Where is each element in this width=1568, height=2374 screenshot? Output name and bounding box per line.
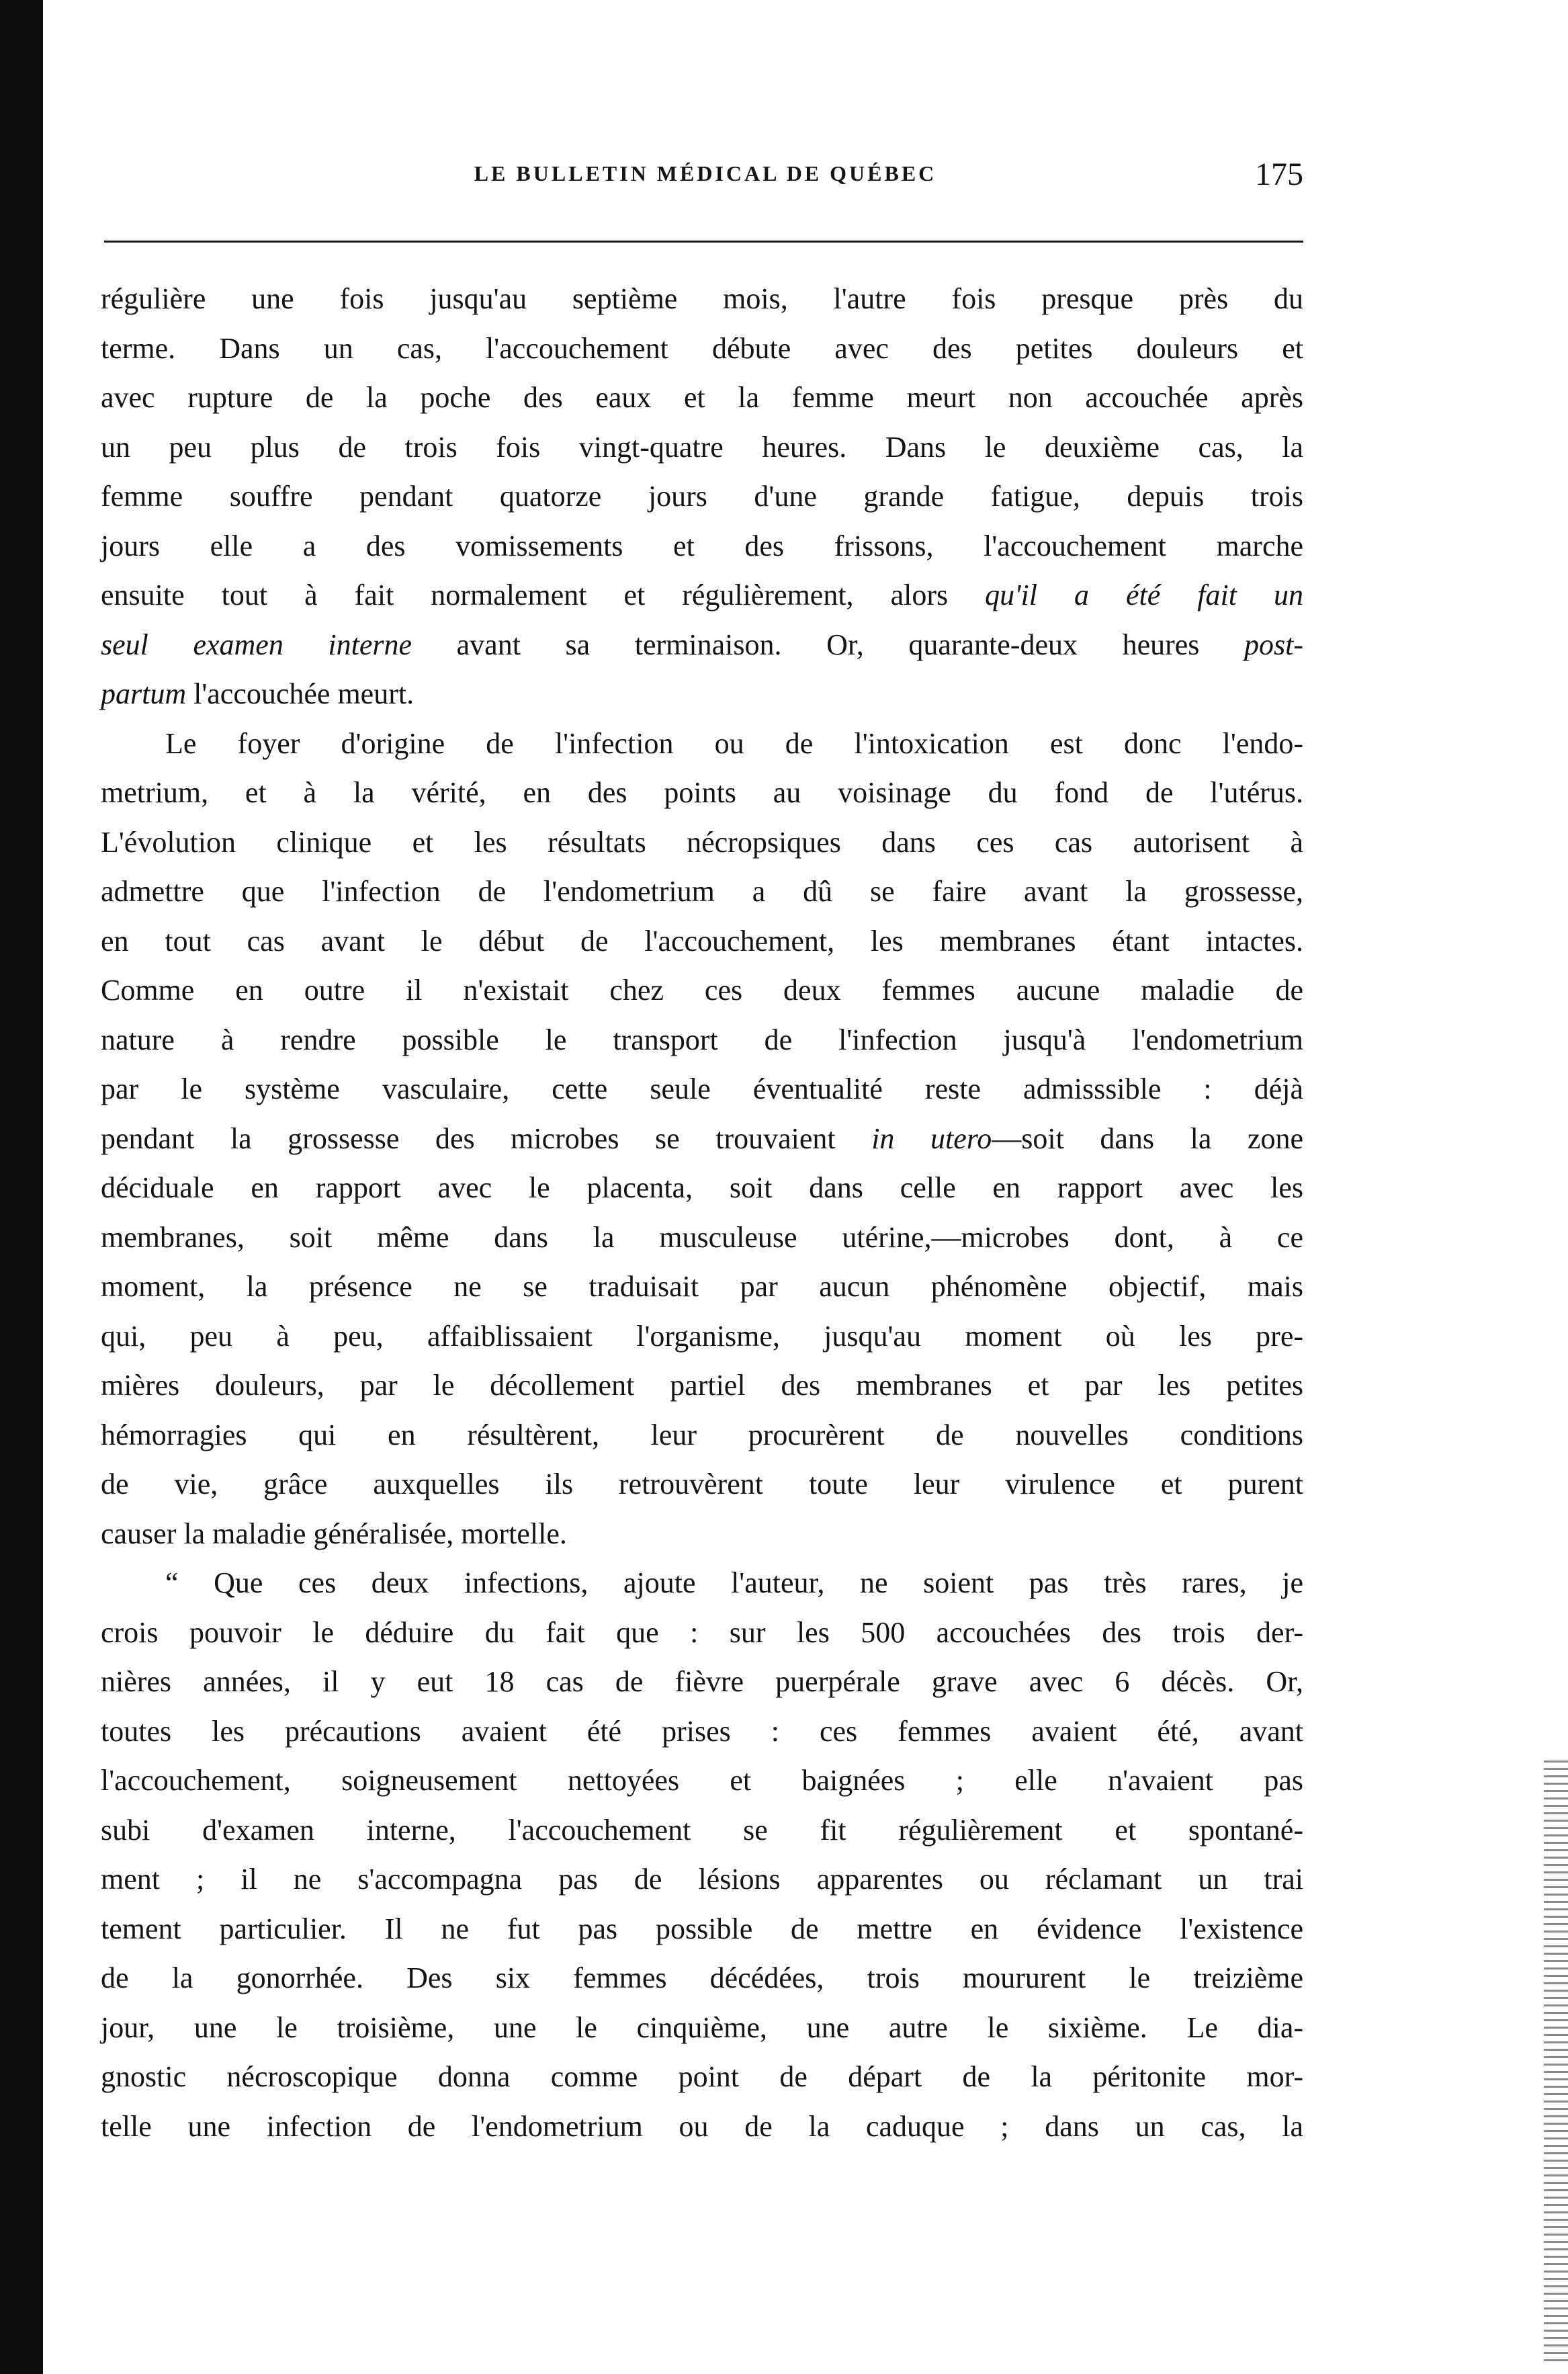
text-fragment: telle une infection de l'endometrium ou de la caduque ; dans un cas, la [101,2109,1303,2143]
text-fragment: metrium, et à la vérité, en des points au voisinage du fond de l'utérus. [101,776,1303,809]
header-rule [104,241,1303,243]
text-fragment: avec rupture de la poche des eaux et la femme meurt non accouchée après [101,381,1303,414]
text-fragment: crois pouvoir le déduire du fait que : sur les 500 accouchées des trois der- [101,1615,1303,1649]
text-line [101,1459,1303,1509]
italic-fragment: seul examen interne [101,628,412,661]
text-fragment: de vie, grâce auxquelles ils retrouvèrent toute leur virulence et purent [101,1468,1303,1500]
text-fragment: tement particulier. Il ne fut pas possible de mettre en évidence l'existence [101,1912,1303,1945]
text-line [101,818,1303,867]
body-text [101,274,1303,2151]
text-fragment: Comme en outre il n'existait chez ces deux femmes aucune maladie de [101,974,1303,1007]
text-line [101,966,1303,1015]
text-fragment: femme souffre pendant quatorze jours d'une grande fatigue, depuis trois [101,480,1303,513]
text-fragment: moment, la présence ne se traduisait par aucun phénomène objectif, mais [101,1270,1303,1303]
text-fragment: admettre que l'infection de l'endometrium a dû se faire avant la grossesse, [101,875,1303,908]
text-line [101,1114,1303,1164]
text-line [101,1410,1303,1460]
text-fragment: nature à rendre possible le transport de l'infection jusqu'à l'endometrium [101,1023,1303,1056]
text-line [101,917,1303,966]
text-fragment: avant sa terminaison. Or, quarante-deux heures [412,628,1244,661]
text-line [101,1213,1303,1263]
text-fragment: —soit dans la zone [992,1121,1303,1155]
scan-edge-noise [1544,1761,1568,2365]
text-line [101,1904,1303,1954]
text-line [101,472,1303,521]
text-line [101,521,1303,571]
text-fragment: l'accouchement, soigneusement nettoyées et baignées ; elle n'avaient pas [101,1764,1303,1797]
text-line [101,1806,1303,1855]
text-line [101,620,1303,670]
text-fragment: par le système vasculaire, cette seule éventualité reste admisssible : déjà [101,1072,1303,1105]
text-line [101,669,1303,719]
text-line [101,570,1303,620]
text-line [101,324,1303,374]
running-title: LE BULLETIN MÉDICAL DE QUÉBEC [474,161,937,185]
text-line [101,274,1303,324]
italic-fragment: qu'il a été fait un [985,579,1303,611]
scan-binding-edge [0,0,43,2374]
text-fragment: en tout cas avant le début de l'accouchement, les membranes étant intactes. [101,924,1303,958]
text-line [101,1756,1303,1806]
text-line [101,1312,1303,1361]
text-fragment: un peu plus de trois fois vingt-quatre heures. Dans le deuxième cas, la [101,430,1303,464]
page-header [107,156,1303,203]
text-line [101,768,1303,818]
text-fragment: jour, une le troisième, une le cinquième, une autre le sixième. Le dia- [101,2010,1303,2044]
text-fragment: causer la maladie généralisée, mortelle. [101,1517,567,1550]
text-fragment: pendant la grossesse des microbes se trouvaient [101,1121,872,1155]
text-line [101,719,1303,769]
text-fragment: l'accouchée meurt. [186,677,415,710]
text-line [101,1509,1303,1559]
text-fragment: L'évolution clinique et les résultats nécropsiques dans ces cas autorisent à [101,825,1303,859]
text-line [101,423,1303,472]
text-fragment: de la gonorrhée. Des six femmes décédées, trois moururent le treizième [101,1961,1303,1994]
text-line [101,1163,1303,1213]
text-fragment: ment ; il ne s'accompagna pas de lésions apparentes ou réclamant un trai [101,1863,1303,1896]
text-fragment: “ Que ces deux infections, ajoute l'auteur, ne soient pas très rares, je [165,1566,1303,1599]
text-fragment: gnostic nécroscopique donna comme point de départ de la péritonite mor- [101,2060,1303,2093]
text-line [101,1015,1303,1065]
text-fragment: Le foyer d'origine de l'infection ou de l'intoxication est donc l'endo- [165,726,1303,760]
text-fragment: régulière une fois jusqu'au septième mois, l'autre fois presque près du [101,282,1303,315]
italic-fragment: post- [1244,628,1303,661]
text-line [101,2003,1303,2053]
text-line [101,2102,1303,2152]
text-fragment: subi d'examen interne, l'accouchement se fit régulièrement et spontané- [101,1813,1303,1847]
italic-fragment: partum [101,677,187,710]
text-line [101,373,1303,423]
text-fragment: ensuite tout à fait normalement et régulièrement, alors [101,579,986,611]
text-fragment: terme. Dans un cas, l'accouchement débute avec des petites douleurs et [101,331,1303,365]
text-line [101,867,1303,917]
text-line [101,1855,1303,1904]
text-line [101,1262,1303,1312]
text-fragment: hémorragies qui en résultèrent, leur procurèrent de nouvelles conditions [101,1418,1303,1451]
text-line [101,1361,1303,1410]
text-fragment: mières douleurs, par le décollement partiel des membranes et par les petites [101,1369,1303,1402]
italic-fragment: in utero [871,1121,992,1155]
text-line [101,1064,1303,1114]
text-fragment: membranes, soit même dans la musculeuse utérine,—microbes dont, à ce [101,1220,1303,1254]
text-fragment: toutes les précautions avaient été prises : ces femmes avaient été, avant [101,1714,1303,1748]
text-fragment: jours elle a des vomissements et des frissons, l'accouchement marche [101,529,1303,562]
page-number: 175 [1255,157,1303,192]
text-fragment: nières années, il y eut 18 cas de fièvre puerpérale grave avec 6 décès. Or, [101,1665,1303,1698]
text-line [101,1558,1303,1608]
text-line [101,1707,1303,1756]
text-line [101,2052,1303,2102]
text-line [101,1657,1303,1707]
text-line [101,1608,1303,1658]
text-fragment: déciduale en rapport avec le placenta, soit dans celle en rapport avec les [101,1171,1303,1204]
text-fragment: qui, peu à peu, affaiblissaient l'organisme, jusqu'au moment où les pre- [101,1319,1303,1353]
text-line [101,1953,1303,2003]
